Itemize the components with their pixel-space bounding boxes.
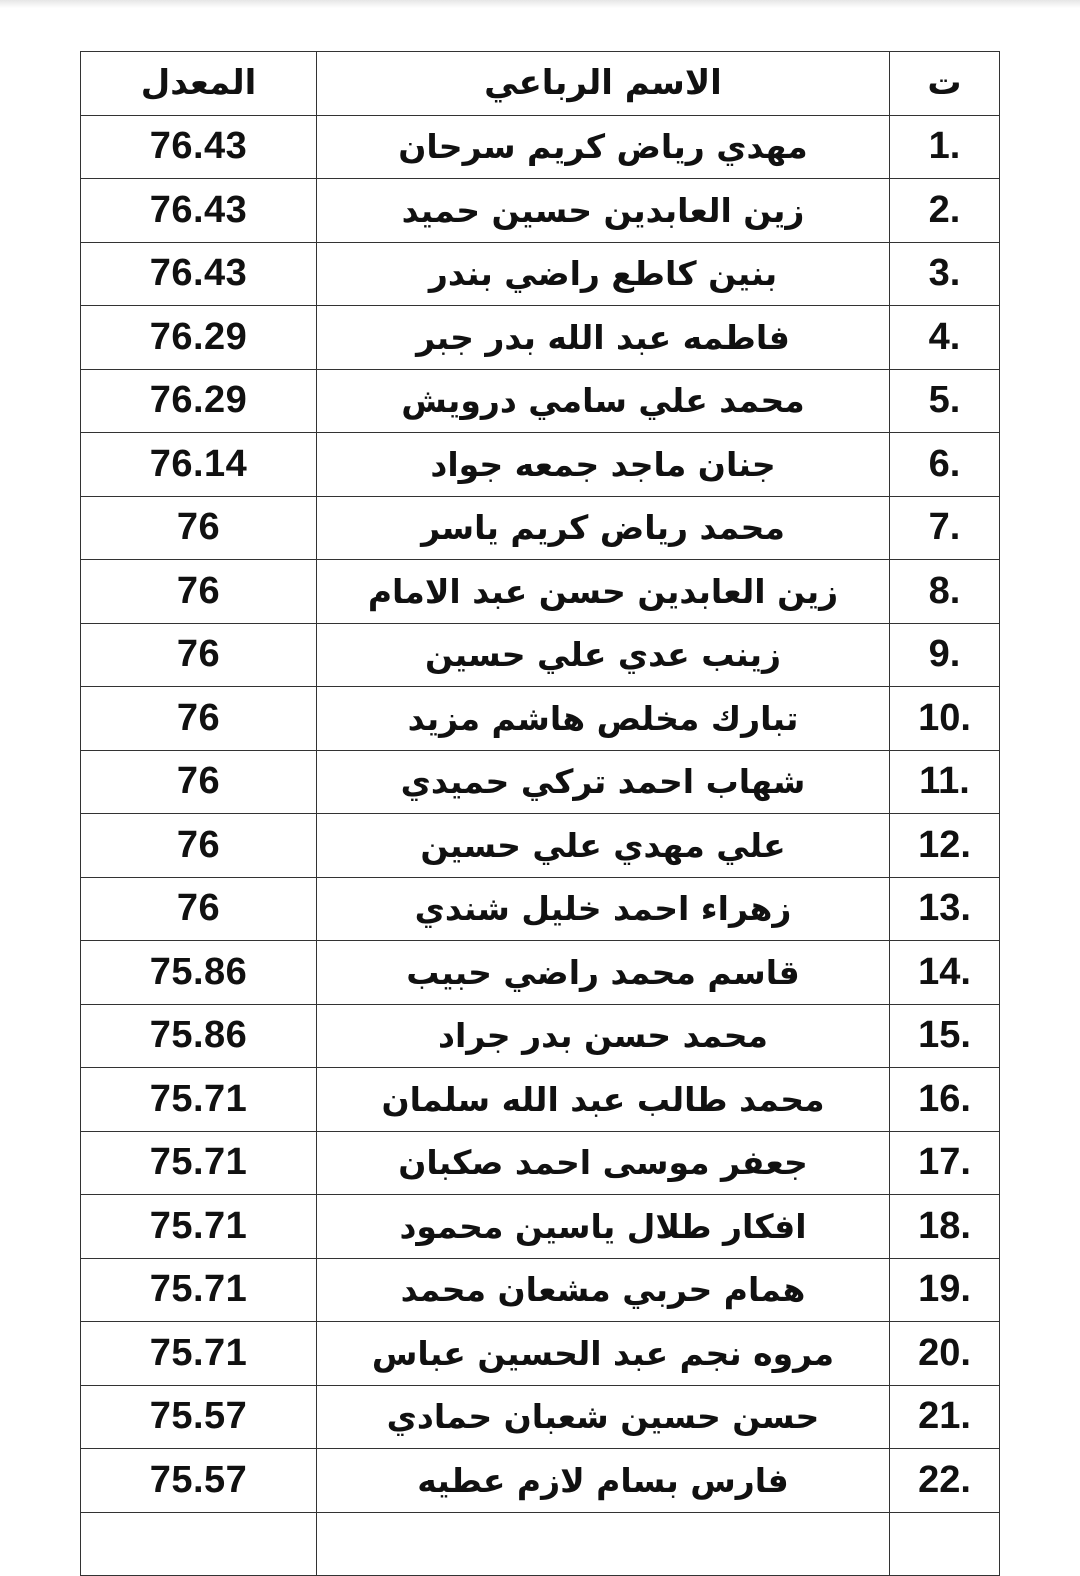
average-cell: 75.86 [81, 1004, 317, 1068]
header-row [81, 52, 1000, 116]
table-row [81, 1385, 1000, 1449]
row-number-cell: 11. [890, 750, 1000, 814]
table-row [81, 306, 1000, 370]
average-cell: 75.71 [81, 1322, 317, 1386]
table-row [81, 814, 1000, 878]
full-name-cell: افكار طلال ياسين محمود [317, 1195, 890, 1259]
average-cell: 75.71 [81, 1258, 317, 1322]
full-name-cell: فارس بسام لازم عطيه [317, 1449, 890, 1513]
row-number-cell: 4. [890, 306, 1000, 370]
partial-cell [81, 1512, 317, 1576]
average-cell: 75.57 [81, 1449, 317, 1513]
table-row [81, 1322, 1000, 1386]
full-name-cell: قاسم محمد راضي حبيب [317, 941, 890, 1005]
row-number-cell: 7. [890, 496, 1000, 560]
full-name-cell: مروه نجم عبد الحسين عباس [317, 1322, 890, 1386]
partial-cell [317, 1512, 890, 1576]
table-row [81, 877, 1000, 941]
grades-table [80, 51, 1000, 1576]
table-row [81, 115, 1000, 179]
table-row [81, 1004, 1000, 1068]
full-name-cell: محمد رياض كريم ياسر [317, 496, 890, 560]
row-number-cell: 22. [890, 1449, 1000, 1513]
full-name-cell: محمد طالب عبد الله سلمان [317, 1068, 890, 1132]
header-full-name: الاسم الرباعي [317, 52, 890, 116]
full-name-cell: جنان ماجد جمعه جواد [317, 433, 890, 497]
table-row [81, 369, 1000, 433]
full-name-cell: شهاب احمد تركي حميدي [317, 750, 890, 814]
table-row [81, 1068, 1000, 1132]
partial-row [81, 1512, 1000, 1576]
row-number-cell: 12. [890, 814, 1000, 878]
full-name-cell: زين العابدين حسين حميد [317, 179, 890, 243]
row-number-cell: 15. [890, 1004, 1000, 1068]
full-name-cell: فاطمه عبد الله بدر جبر [317, 306, 890, 370]
table-row [81, 1131, 1000, 1195]
full-name-cell: زينب عدي علي حسين [317, 623, 890, 687]
table-row [81, 1195, 1000, 1259]
full-name-cell: بنين كاطع راضي بندر [317, 242, 890, 306]
row-number-cell: 8. [890, 560, 1000, 624]
row-number-cell: 5. [890, 369, 1000, 433]
table-row [81, 1258, 1000, 1322]
average-cell: 76.14 [81, 433, 317, 497]
average-cell: 76 [81, 623, 317, 687]
row-number-cell: 17. [890, 1131, 1000, 1195]
average-cell: 76 [81, 750, 317, 814]
row-number-cell: 10. [890, 687, 1000, 751]
table-row [81, 179, 1000, 243]
full-name-cell: حسن حسين شعبان حمادي [317, 1385, 890, 1449]
full-name-cell: مهدي رياض كريم سرحان [317, 115, 890, 179]
average-cell: 76 [81, 877, 317, 941]
table-row [81, 750, 1000, 814]
table-row [81, 687, 1000, 751]
average-cell: 76.29 [81, 369, 317, 433]
row-number-cell: 19. [890, 1258, 1000, 1322]
full-name-cell: زين العابدين حسن عبد الامام [317, 560, 890, 624]
average-cell: 75.71 [81, 1131, 317, 1195]
full-name-cell: همام حربي مشعان محمد [317, 1258, 890, 1322]
row-number-cell: 16. [890, 1068, 1000, 1132]
top-edge-shadow [0, 0, 1080, 8]
table-row [81, 496, 1000, 560]
header-number: ت [890, 52, 1000, 116]
average-cell: 75.57 [81, 1385, 317, 1449]
table-row [81, 560, 1000, 624]
full-name-cell: محمد علي سامي درويش [317, 369, 890, 433]
full-name-cell: تبارك مخلص هاشم مزيد [317, 687, 890, 751]
row-number-cell: 20. [890, 1322, 1000, 1386]
average-cell: 76.43 [81, 115, 317, 179]
table-body [81, 115, 1000, 1576]
row-number-cell: 1. [890, 115, 1000, 179]
average-cell: 76 [81, 687, 317, 751]
full-name-cell: جعفر موسى احمد صكبان [317, 1131, 890, 1195]
table-row [81, 242, 1000, 306]
row-number-cell: 21. [890, 1385, 1000, 1449]
row-number-cell: 3. [890, 242, 1000, 306]
row-number-cell: 14. [890, 941, 1000, 1005]
row-number-cell: 2. [890, 179, 1000, 243]
average-cell: 75.86 [81, 941, 317, 1005]
full-name-cell: زهراء احمد خليل شندي [317, 877, 890, 941]
table-row [81, 941, 1000, 1005]
row-number-cell: 18. [890, 1195, 1000, 1259]
partial-cell [890, 1512, 1000, 1576]
full-name-cell: محمد حسن بدر جراد [317, 1004, 890, 1068]
average-cell: 76.43 [81, 242, 317, 306]
header-average: المعدل [81, 52, 317, 116]
table-row [81, 433, 1000, 497]
table-row [81, 623, 1000, 687]
average-cell: 76 [81, 814, 317, 878]
average-cell: 76.29 [81, 306, 317, 370]
full-name-cell: علي مهدي علي حسين [317, 814, 890, 878]
average-cell: 75.71 [81, 1195, 317, 1259]
average-cell: 76 [81, 496, 317, 560]
table-row [81, 1449, 1000, 1513]
row-number-cell: 9. [890, 623, 1000, 687]
row-number-cell: 13. [890, 877, 1000, 941]
average-cell: 76 [81, 560, 317, 624]
row-number-cell: 6. [890, 433, 1000, 497]
average-cell: 76.43 [81, 179, 317, 243]
average-cell: 75.71 [81, 1068, 317, 1132]
